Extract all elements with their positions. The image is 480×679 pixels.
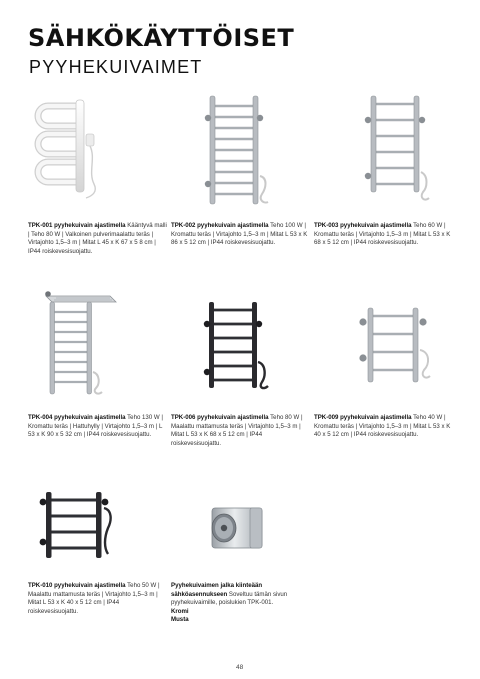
product-caption-junction-box <box>171 582 309 625</box>
product-image-junction-box <box>204 502 268 554</box>
product-description: Teho 50 W | Maalattu mattamusta teräs | Virtajohto 1,5–3 m | Mitat L 53 x K 40 x 5 12 cm | IP44 roiskevesisuojattu. <box>28 582 160 615</box>
product-image-tpk-009 <box>350 300 436 390</box>
product-caption-tpk-010 <box>28 582 168 616</box>
product-caption-tpk-004 <box>28 414 168 440</box>
page-subtitle: PYYHEKUIVAIMET <box>29 57 203 77</box>
product-caption-tpk-002 <box>171 222 311 248</box>
product-caption-tpk-001 <box>28 222 168 256</box>
option-black: Musta <box>171 616 189 624</box>
product-description: Teho 100 W | Kromattu teräs | Virtajohto 1,5–3 m | Mitat L 53 x K 86 x 5 12 cm | IP44 roiskevesisuojattu. <box>171 222 308 247</box>
option-chrome: Kromi <box>171 607 189 615</box>
product-caption-tpk-009 <box>314 414 454 440</box>
product-code: TPK-010 pyyhekuivain ajastimella <box>28 582 126 589</box>
product-image-tpk-003 <box>355 92 435 204</box>
product-code: TPK-006 pyyhekuivain ajastimella <box>171 414 269 421</box>
product-image-tpk-004 <box>40 288 120 400</box>
product-code: TPK-003 pyyhekuivain ajastimella <box>314 222 412 229</box>
page-number: 48 <box>236 664 244 671</box>
product-caption-tpk-006 <box>171 414 311 448</box>
product-code: TPK-009 pyyhekuivain ajastimella <box>314 414 412 421</box>
product-image-tpk-006 <box>198 296 278 396</box>
product-image-tpk-002 <box>198 90 278 214</box>
product-description: Soveltuu tämän sivun pyyhekuivaimille, poislukien TPK-001. <box>171 590 288 607</box>
product-caption-tpk-003 <box>314 222 454 248</box>
product-image-tpk-001 <box>30 92 110 204</box>
product-code: TPK-004 pyyhekuivain ajastimella <box>28 414 126 421</box>
product-description: Teho 130 W | Kromattu teräs | Hattuhylly | Virtajohto 1,5–3 m | L 53 x K 90 x 5 32 cm | IP44 roiskevesisuojattu. <box>28 414 163 439</box>
product-code: TPK-001 pyyhekuivain ajastimella <box>28 222 126 229</box>
page-title: SÄHKÖKÄYTTÖISET <box>28 24 295 52</box>
product-description: Teho 80 W | Maalattu mattamusta teräs | Virtajohto 1,5–3 m | Mitat L 53 x K 68 x 5 12 cm | IP44 roiskevesisuojattu. <box>171 414 303 447</box>
product-description: Teho 60 W | Kromattu teräs | Virtajohto 1,5–3 m | Mitat L 53 x K 68 x 5 12 cm | IP44 roiskevesisuojattu. <box>314 222 451 247</box>
product-description: Kääntyvä malli | Teho 80 W | Valkoinen pulverimaalattu teräs | Virtajohto 1,5–3 m | Mitat L 45 x K 67 x 5 8 cm | IP44 roiskevesisuojattu. <box>28 222 167 255</box>
product-code: TPK-002 pyyhekuivain ajastimella <box>171 222 269 229</box>
product-code: Pyyhekuivaimen jalka kiinteään sähköasennukseen <box>171 582 263 598</box>
product-image-tpk-010 <box>34 488 120 568</box>
product-description: Teho 40 W | Kromattu teräs | Virtajohto 1,5–3 m | Mitat L 53 x K 40 x 5 12 cm | IP44 roiskevesisuojattu. <box>314 414 451 439</box>
